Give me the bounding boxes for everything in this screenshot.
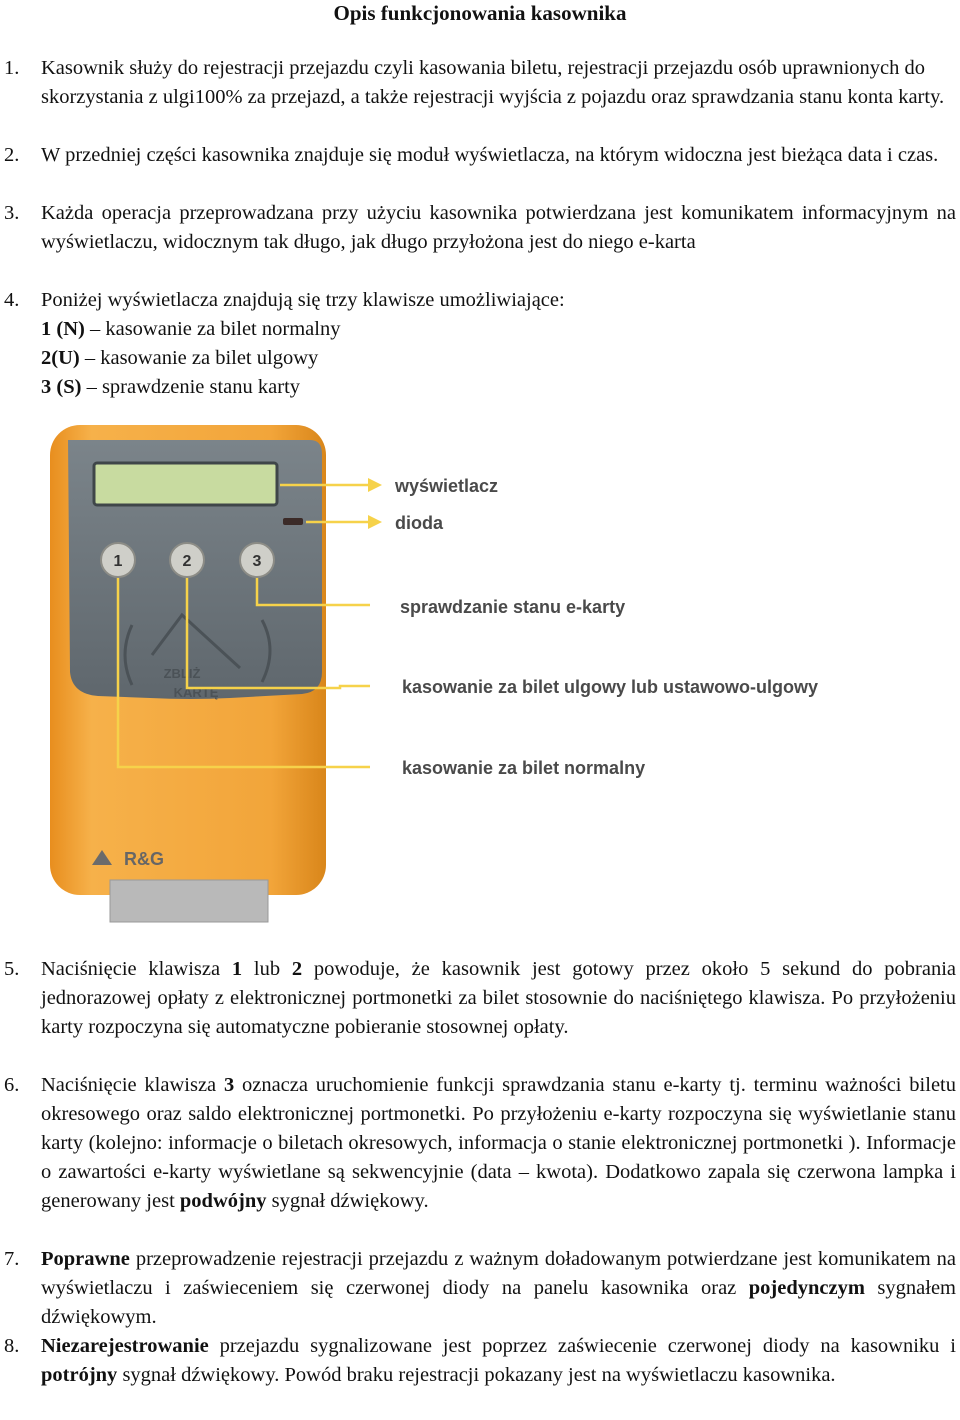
- logo-text: R&G: [124, 849, 164, 869]
- key-label: 1 (N): [41, 318, 85, 340]
- key-3-glyph: 3: [252, 553, 262, 570]
- item-number: 2.: [4, 144, 20, 166]
- page-title: Opis funkcjonowania kasownika: [333, 1, 627, 25]
- list-item-8: [0, 1332, 960, 1390]
- key-2-button: [170, 543, 204, 577]
- key-label: 2(U): [41, 347, 80, 369]
- key-desc: – sprawdzenie stanu karty: [86, 376, 301, 398]
- item-number: 1.: [4, 57, 20, 79]
- list-item-1: [0, 54, 960, 112]
- key-label: 3 (S): [41, 376, 82, 398]
- key-line-3: [41, 373, 956, 402]
- item-text: Kasownik służy do rejestracji przejazdu czyli kasowania biletu, rejestracji przejazdu osób uprawnionych do skorzystania z ulgi100% za przejazd, a także rejestracji wyjścia z pojazdu oraz sprawdzania stanu konta karty.: [41, 57, 945, 108]
- key-desc: – kasowanie za bilet normalny: [89, 318, 341, 340]
- key-line-1: [41, 315, 956, 344]
- arrowheads: [368, 478, 382, 529]
- item-text: Naciśnięcie klawisza 3 oznacza uruchomienie funkcji sprawdzania stanu e-karty tj. terminu ważności biletu okresowego oraz saldo elektronicznej portmonetki. Po przyłożeniu e-karty rozpoczyna się wyświetlanie stanu karty (kolejno: informacje o biletach okresowych, informacja o stanie elektronicznej portmonetki ). Informacje o zawartości e-karty wyświetlane są sekwencyjnie (data – kwota). Dodatkowo zapala się czerwona lampka i generowany jest podwójny sygnał dźwiękowy.: [41, 1074, 956, 1212]
- item-text: Każda operacja przeprowadzana przy użyciu kasownika potwierdzana jest komunikatem informacyjnym na wyświetlaczu, widocznym tak długo, jak długo przyłożona jest do niego e-karta: [41, 202, 956, 253]
- key-2-glyph: 2: [182, 553, 192, 570]
- list-item-2: [0, 141, 960, 170]
- item-text: Niezarejestrowanie przejazdu sygnalizowane jest poprzez zaświecenie czerwonej diody na kasowniku i potrójny sygnał dźwiękowy. Powód braku rejestracji pokazany jest na wyświetlaczu kasownika.: [41, 1335, 956, 1386]
- item-text: W przedniej części kasownika znajduje się moduł wyświetlacza, na którym widoczna jest bieżąca data i czas.: [41, 144, 939, 166]
- item-text: Poniżej wyświetlacza znajdują się trzy klawisze umożliwiające:: [41, 289, 565, 311]
- list-item-6: [0, 1071, 960, 1216]
- card-zone-text-2: KARTĘ: [173, 685, 219, 700]
- label-display: wyświetlacz: [395, 476, 499, 496]
- item-number: 6.: [4, 1074, 20, 1096]
- key-1-button: [101, 543, 135, 577]
- item-number: 7.: [4, 1248, 20, 1270]
- list-item-4: [0, 286, 960, 402]
- item-number: 4.: [4, 289, 20, 311]
- item-text: Poprawne przeprowadzenie rejestracji przejazdu z ważnym doładowanym potwierdzane jest komunikatem na wyświetlaczu i zaświeceniem się czerwonej diody na panelu kasownika oraz pojedynczym sygnałem dźwiękowym.: [41, 1248, 956, 1328]
- key-3-button: [240, 543, 274, 577]
- display-screen: [94, 463, 277, 505]
- label-check-card: sprawdzanie stanu e-karty: [400, 597, 626, 617]
- label-reduced-ticket: kasowanie za bilet ulgowy lub ustawowo-ulgowy: [402, 677, 819, 697]
- validator-figure: [40, 410, 940, 935]
- device-connector: [110, 880, 268, 922]
- list-item-5: [0, 955, 960, 1042]
- key-1-glyph: 1: [113, 553, 123, 570]
- key-desc: – kasowanie za bilet ulgowy: [84, 347, 319, 369]
- diode-icon: [283, 518, 303, 525]
- card-zone-text-1: ZBLIŻ: [163, 666, 201, 681]
- item-number: 8.: [4, 1335, 20, 1357]
- label-normal-ticket: kasowanie za bilet normalny: [402, 758, 646, 778]
- item-number: 5.: [4, 958, 20, 980]
- key-line-2: [41, 344, 956, 373]
- item-text: Naciśnięcie klawisza 1 lub 2 powoduje, że kasownik jest gotowy przez około 5 sekund do pobrania jednorazowej opłaty z elektronicznej portmonetki za bilet stosownie do naciśniętego klawisza. Po przyłożeniu karty rozpoczyna się automatyczne pobieranie stosownej opłaty.: [41, 958, 956, 1038]
- list-item-7: [0, 1245, 960, 1332]
- list-item-3: [0, 199, 960, 257]
- label-diode: dioda: [395, 513, 443, 533]
- item-number: 3.: [4, 202, 20, 224]
